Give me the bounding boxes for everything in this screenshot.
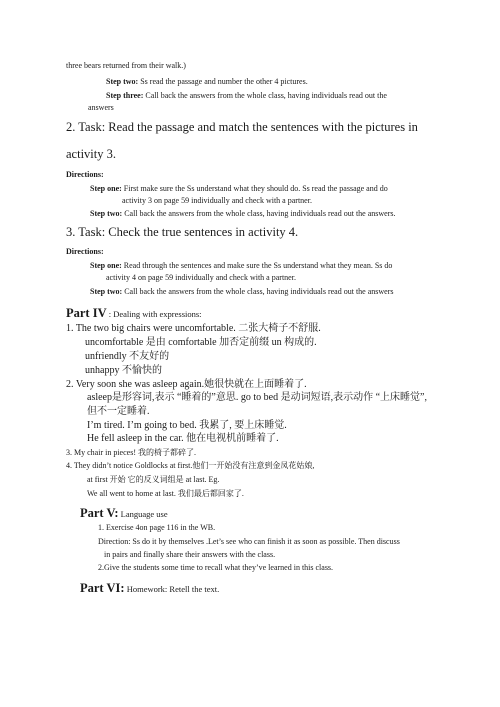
expression-note: asleep是形容词,表示 “睡着的”意思. go to bed 是动词短语,表示动作 “上床睡觉”,	[87, 392, 427, 403]
directions-label: Directions:	[66, 247, 104, 256]
text-line: three bears returned from their walk.)	[66, 61, 186, 70]
expression-note: unhappy 不愉快的	[85, 365, 162, 376]
expression-note: at first 开始 它的反义词组是 at last. Eg.	[87, 475, 220, 484]
expression-item: 3. My chair in pieces! 我的椅子都碎了.	[66, 448, 196, 457]
step-label: Step three:	[106, 91, 144, 100]
text-line	[90, 210, 395, 218]
part-heading	[80, 580, 219, 596]
step-text: First make sure the Ss understand what they should do. Ss read the passage and do	[121, 184, 388, 193]
step-text: Read through the sentences and make sure the Ss understand what they mean. Ss do	[121, 261, 393, 270]
text-line	[90, 185, 388, 193]
expression-item: 2. Very soon she was asleep again.她很快就在上面睡着了.	[66, 379, 307, 390]
part-subtitle: Homework: Retell the text.	[124, 584, 220, 594]
expression-note: uncomfortable 是由 comfortable 加否定前缀 un 构成的.	[85, 337, 317, 348]
text-line	[106, 92, 387, 100]
text-line	[106, 78, 308, 86]
expression-example: We all went to home at last. 我们最后都回家了.	[87, 489, 244, 498]
expression-example: He fell asleep in the car. 他在电视机前睡着了.	[87, 433, 279, 444]
step-label: Step two:	[106, 77, 139, 86]
step-label: Step one:	[90, 261, 122, 270]
expression-note: unfriendly 不友好的	[85, 351, 170, 362]
part-label: Part V:	[80, 506, 119, 520]
expression-item: 1. The two big chairs were uncomfortable. 二张大椅子不舒服.	[66, 323, 321, 334]
part-heading	[80, 505, 168, 521]
step-label: Step two:	[90, 287, 123, 296]
part-subtitle: Language use	[118, 509, 168, 519]
step-label: Step one:	[90, 184, 122, 193]
directions-label: Directions:	[66, 170, 104, 179]
text-line: in pairs and finally share their answers with the class.	[104, 550, 276, 559]
expression-item: 4. They didn’t notice Goldlocks at first.他们一开始没有注意到金凤花姑娘,	[66, 461, 315, 470]
text-line: Direction: Ss do it by themselves .Let’s see who can finish it as soon as possible. Then discuss	[98, 537, 400, 546]
text-line: activity 3 on page 59 individually and check with a partner.	[122, 196, 312, 205]
step-text: Call back the answers from the whole class, having individuals read out the	[143, 91, 387, 100]
step-text: Call back the answers from the whole class, having individuals read out the answers	[122, 287, 394, 296]
task-heading: 3. Task: Check the true sentences in activity 4.	[66, 225, 299, 239]
part-label: Part VI:	[80, 581, 125, 595]
task-heading: 2. Task: Read the passage and match the sentences with the pictures in	[66, 120, 418, 134]
expression-note: 但不一定睡着.	[87, 406, 150, 417]
text-line: 1. Exercise 4on page 116 in the WB.	[98, 523, 216, 532]
text-line: answers	[88, 103, 114, 112]
step-text: Call back the answers from the whole class, having individuals read out the answers.	[122, 209, 396, 218]
step-text: Ss read the passage and number the other 4 pictures.	[138, 77, 308, 86]
part-heading	[66, 305, 202, 321]
text-line: 2.Give the students some time to recall what they’ve learned in this class.	[98, 563, 334, 572]
step-label: Step two:	[90, 209, 123, 218]
text-line	[90, 288, 393, 296]
task-heading-cont: activity 3.	[66, 147, 116, 161]
part-subtitle: : Dealing with expressions:	[106, 309, 202, 319]
part-label: Part IV	[66, 306, 107, 320]
text-line	[90, 262, 392, 270]
text-line: activity 4 on page 59 individually and check with a partner.	[106, 273, 296, 282]
expression-example: I’m tired. I’m going to bed. 我累了, 要上床睡觉.	[87, 420, 287, 431]
